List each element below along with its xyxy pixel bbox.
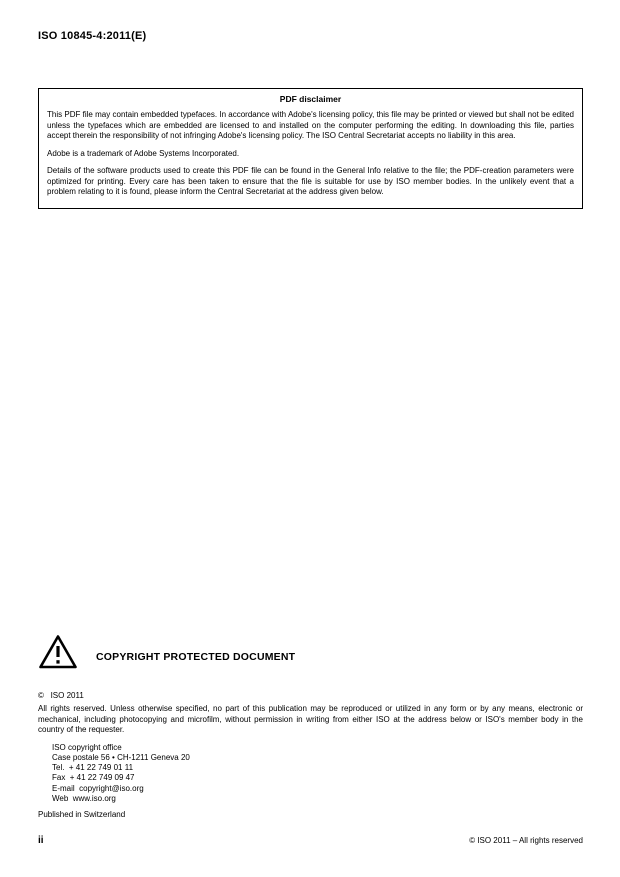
- disclaimer-paragraph-2: Adobe is a trademark of Adobe Systems Incorporated.: [47, 148, 240, 158]
- copyright-section: [38, 633, 583, 819]
- disclaimer-paragraph-1: This PDF file may contain embedded typefaces. In accordance with Adobe's licensing policy, this file may be printed or viewed but shall not be edited unless the typefaces which are embedded are licensed to and installed on the computer performing the editing. In downloading this file, parties accept therein the responsibility of not infringing Adobe's licensing policy. The ISO Central Secretariat accepts no liability in this area.: [47, 110, 574, 141]
- copyright-heading: COPYRIGHT PROTECTED DOCUMENT: [96, 651, 296, 663]
- copyright-notice: © ISO 2011: [38, 691, 84, 700]
- address-line-postal: Case postale 56 • CH-1211 Geneva 20: [52, 752, 190, 762]
- address-line-email: E-mail copyright@iso.org: [52, 783, 144, 793]
- address-line-fax: Fax + 41 22 749 09 47: [52, 773, 135, 783]
- disclaimer-title: PDF disclaimer: [279, 94, 342, 104]
- published-line: Published in Switzerland: [38, 810, 126, 820]
- page-number: ii: [38, 835, 44, 846]
- document-reference: ISO 10845-4:2011(E): [38, 30, 147, 42]
- address-line-web: Web www.iso.org: [52, 793, 116, 803]
- warning-triangle-icon: [38, 633, 78, 670]
- address-line-tel: Tel. + 41 22 749 01 11: [52, 763, 134, 773]
- address-block: [52, 743, 583, 804]
- address-line-office: ISO copyright office: [52, 742, 122, 752]
- disclaimer-paragraph-3: Details of the software products used to create this PDF file can be found in the General Info relative to the file; the PDF-creation parameters were optimized for printing. Every care has been taken to ensure that the file is suitable for use by ISO member bodies. In the unlikely event that a problem relating to it is found, please inform the Central Secretariat at the address given below.: [47, 166, 574, 197]
- copyright-header: [38, 633, 583, 670]
- page-footer: [38, 835, 583, 846]
- rights-text: All rights reserved. Unless otherwise specified, no part of this publication may be reproduced or utilized in any form or by any means, electronic or mechanical, including photocopying and microfilm, without permission in writing from either ISO at the address below or ISO's member body in the country of the requester.: [38, 704, 583, 735]
- pdf-disclaimer-box: [38, 88, 583, 209]
- footer-copyright: © ISO 2011 – All rights reserved: [469, 836, 583, 845]
